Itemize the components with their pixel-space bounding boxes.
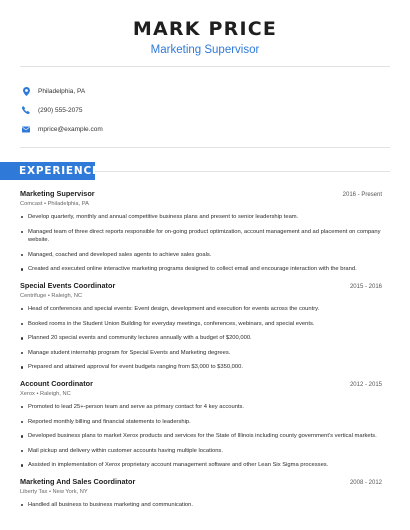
job-company: Centrifuge • Raleigh, NC — [20, 292, 83, 299]
experience-list — [20, 189, 382, 517]
contact-phone-text: (290) 555-2075 — [38, 106, 83, 114]
job-title: Marketing Supervisor — [20, 189, 95, 198]
job-bullet: Manage student internship program for Special Events and Marketing degrees. — [20, 349, 382, 358]
job-bullet: Reported monthly billing and financial statements to leadership. — [20, 418, 382, 427]
job-bullet: Assisted in implementation of Xerox proprietary account management software and other Lean Six Sigma processes. — [20, 461, 382, 470]
job-bullets — [20, 213, 382, 274]
job-bullet: Booked rooms in the Student Union Building for everyday meetings, conferences, webinars, and special events. — [20, 320, 382, 329]
job-entry — [20, 379, 382, 470]
job-entry — [20, 477, 382, 510]
job-bullets — [20, 501, 382, 510]
job-bullets — [20, 305, 382, 372]
job-company: Xerox • Raleigh, NC — [20, 390, 71, 397]
job-bullet: Handled all business to business marketing and communication. — [20, 501, 382, 510]
job-bullet: Planned 20 special events and community lectures annually with a budget of $200,000. — [20, 334, 382, 343]
phone-icon — [22, 106, 30, 115]
job-bullet: Develop quarterly, monthly and annual competitive business plans and present to senior leadership team. — [20, 213, 382, 222]
job-title: Marketing And Sales Coordinator — [20, 476, 136, 486]
contact-location — [22, 82, 103, 100]
job-entry — [20, 281, 382, 372]
contacts-divider — [20, 147, 390, 148]
job-company: Comcast • Philadelphia, PA — [20, 201, 89, 207]
job-dates: 2015 - 2016 — [349, 283, 382, 290]
candidate-name: MARK PRICE — [132, 18, 278, 40]
job-bullet: Managed, coached and developed sales agents to achieve sales goals. — [20, 251, 382, 260]
job-dates: 2008 - 2012 — [349, 479, 382, 486]
job-dates: 2016 - Present — [342, 192, 382, 198]
contact-email-text[interactable]: mprice@example.com — [38, 125, 103, 133]
job-bullet: Managed team of three direct reports responsible for on-going product optimization, account management and ad placement on company website. — [20, 228, 382, 245]
experience-heading: EXPERIENCE — [0, 162, 95, 180]
mail-icon — [22, 125, 30, 134]
contact-location-text: Philadelphia, PA — [38, 87, 86, 95]
resume-header — [0, 18, 410, 56]
job-bullets — [20, 403, 382, 470]
job-bullet: Developed business plans to market Xerox products and services for the State of Illinois including county government's vertical markets. — [20, 432, 382, 441]
job-company: Liberty Tax • New York, NY — [20, 488, 88, 495]
experience-heading-line — [95, 171, 390, 172]
job-title: Special Events Coordinator — [20, 280, 116, 290]
job-title: Account Coordinator — [20, 378, 93, 388]
contact-phone — [22, 101, 103, 119]
job-dates: 2012 - 2015 — [349, 381, 382, 388]
header-divider — [20, 66, 390, 67]
contact-email[interactable] — [22, 120, 103, 138]
job-bullet: Mail pickup and delivery within customer accounts having multiple locations. — [20, 447, 382, 456]
job-entry — [20, 189, 382, 274]
job-bullet: Promoted to lead 25+-person team and serve as primary contact for 4 key accounts. — [20, 403, 382, 412]
contact-list — [22, 82, 103, 139]
job-bullet: Head of conferences and special events: Event design, development and execution for events across the country. — [20, 305, 382, 314]
candidate-title: Marketing Supervisor — [150, 44, 260, 56]
job-bullet: Created and executed online interactive marketing programs designed to collect email and encourage interaction with the brand. — [20, 265, 382, 274]
map-pin-icon — [22, 87, 30, 96]
job-bullet: Prepared and attained approval for event budgets ranging from $3,000 to $350,000. — [20, 363, 382, 372]
